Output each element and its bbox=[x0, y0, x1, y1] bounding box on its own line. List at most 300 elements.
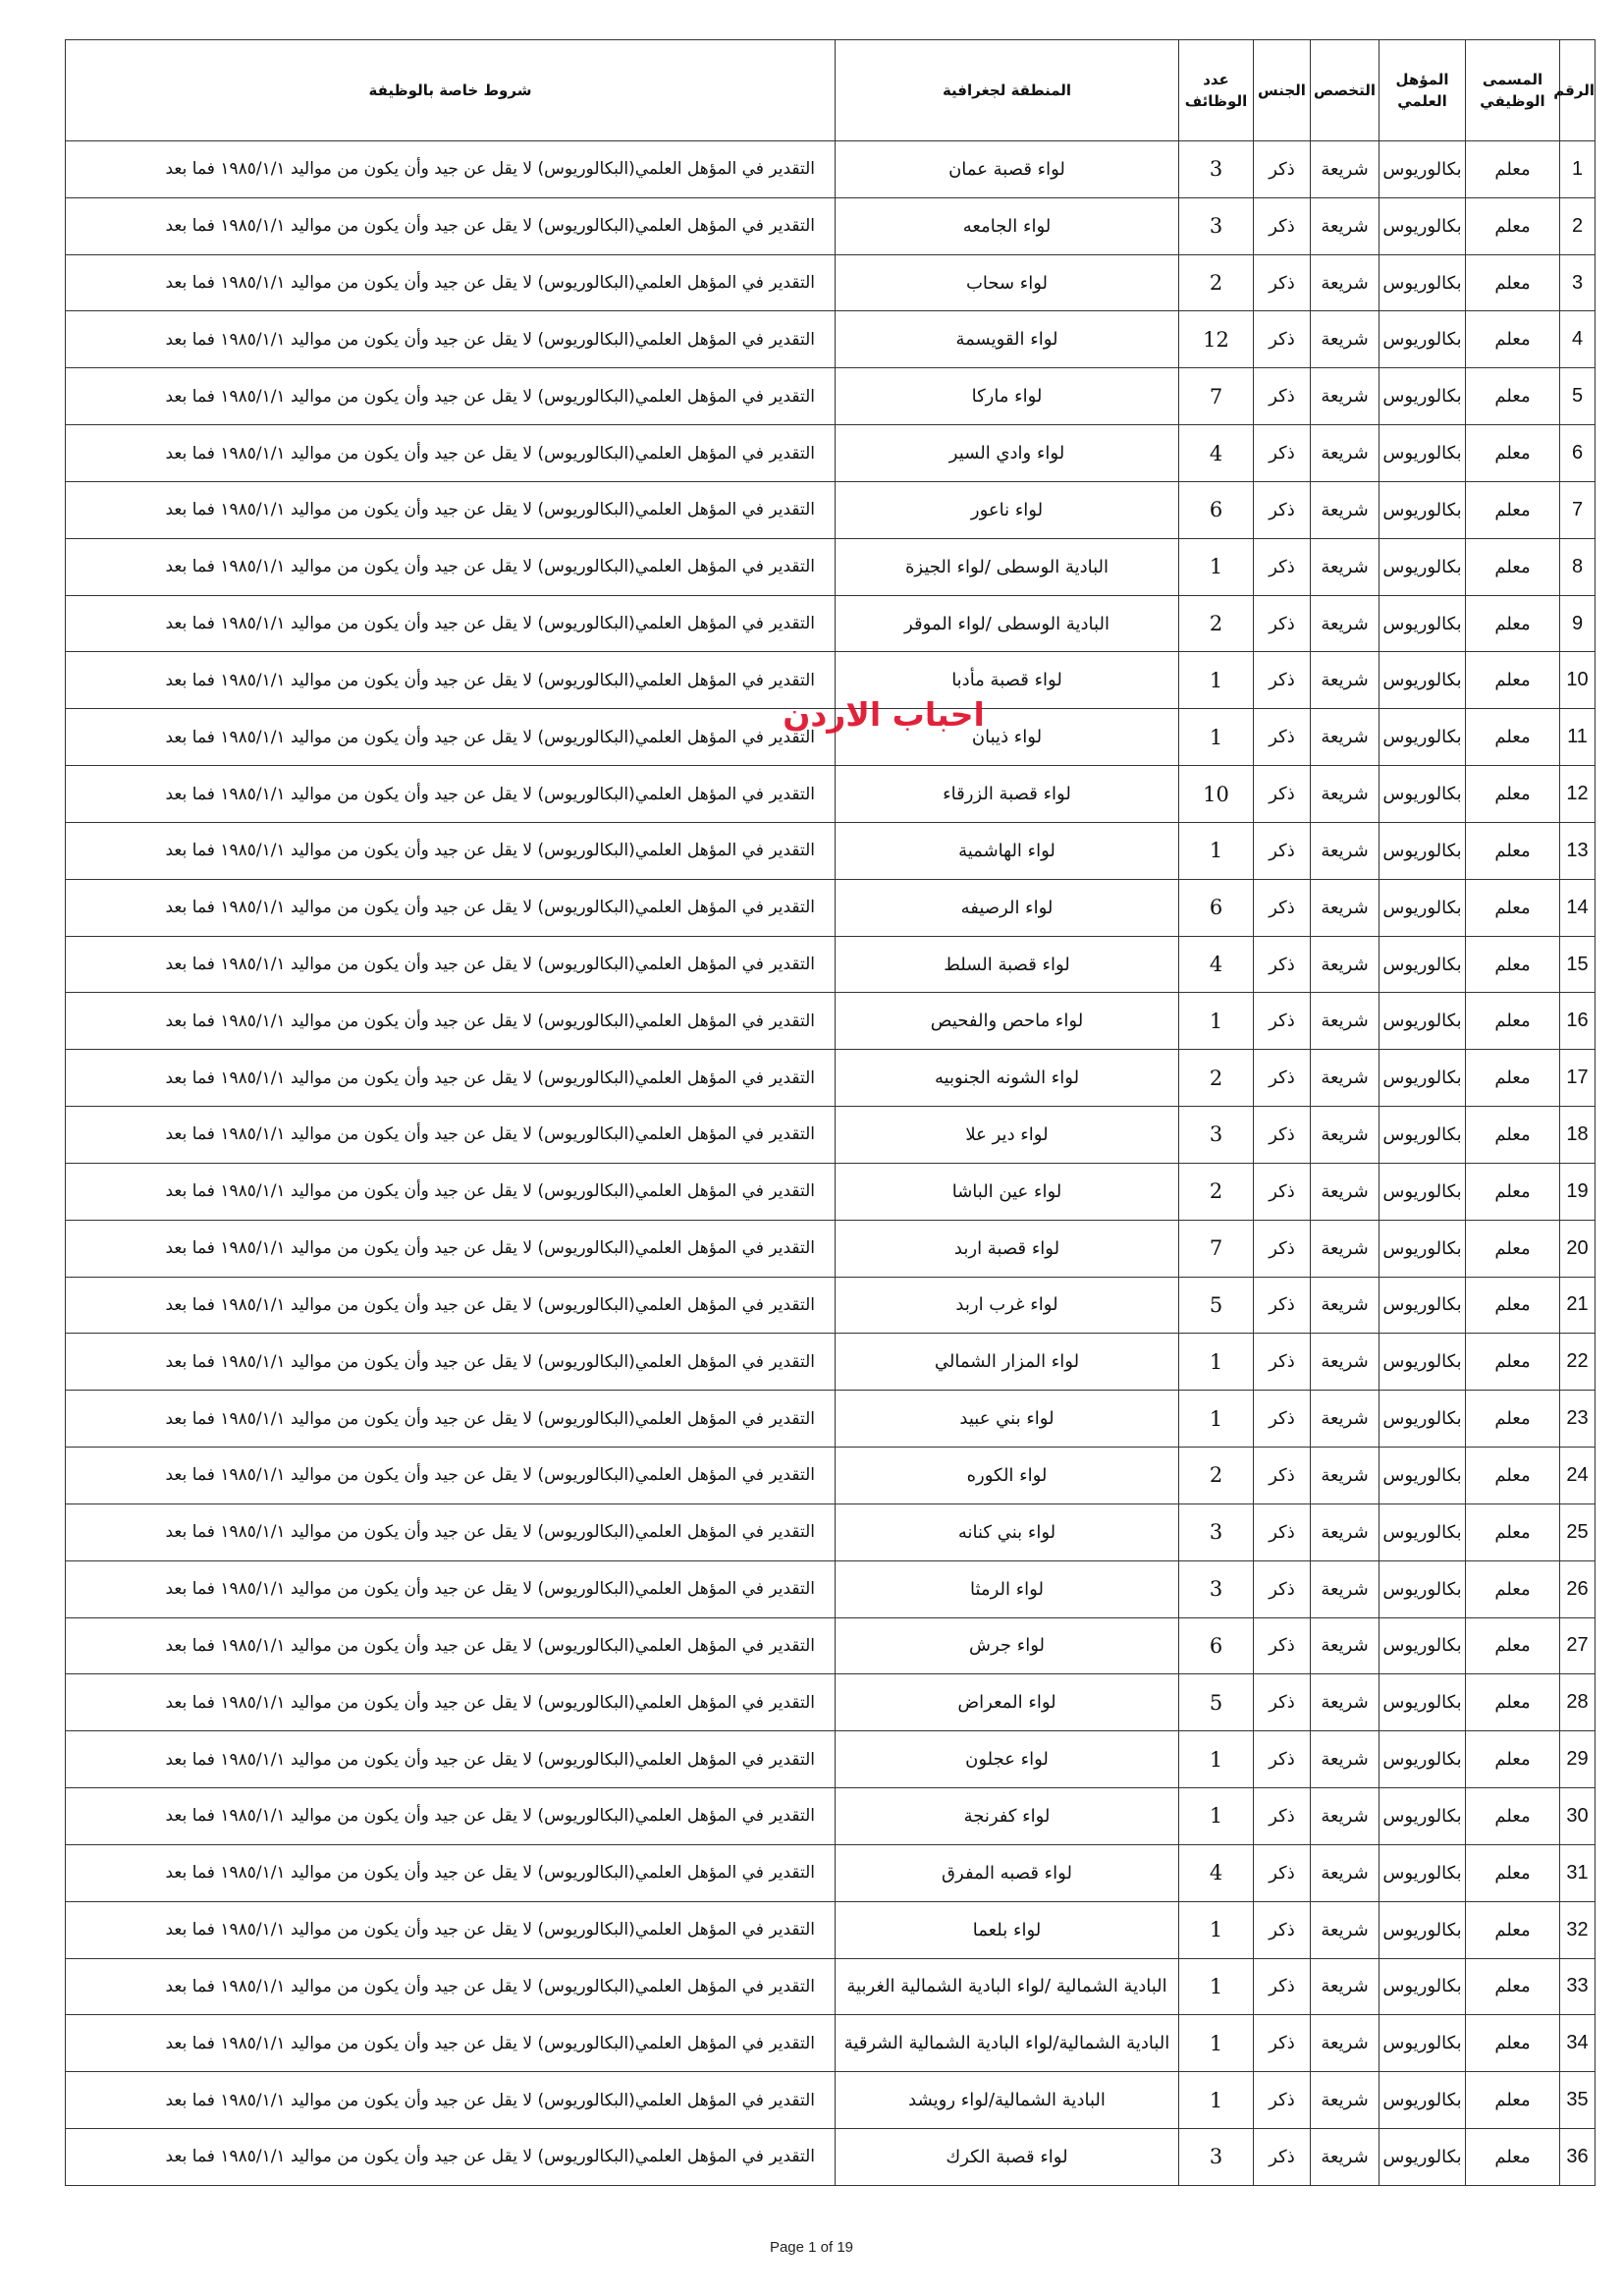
cell-job-title: معلم bbox=[1466, 254, 1560, 311]
table-header-row bbox=[66, 40, 1596, 141]
cell-qualification: بكالوريوس bbox=[1380, 1050, 1466, 1107]
cell-qualification: بكالوريوس bbox=[1380, 595, 1466, 652]
cell-qualification: بكالوريوس bbox=[1380, 709, 1466, 766]
cell-job-title: معلم bbox=[1466, 1958, 1560, 2015]
cell-conditions: التقدير في المؤهل العلمي(البكالوريوس) لا يقل عن جيد وأن يكون من مواليد ١٩٨٥/١/١ فما بعد bbox=[66, 1617, 836, 1674]
table-row bbox=[66, 1503, 1596, 1560]
cell-gender: ذكر bbox=[1254, 1674, 1311, 1731]
cell-row-number: 34 bbox=[1560, 2015, 1596, 2072]
cell-specialization: شريعة bbox=[1311, 1788, 1380, 1845]
cell-qualification: بكالوريوس bbox=[1380, 822, 1466, 879]
cell-job-title: معلم bbox=[1466, 1391, 1560, 1448]
cell-qualification: بكالوريوس bbox=[1380, 652, 1466, 709]
cell-row-number: 12 bbox=[1560, 766, 1596, 823]
cell-region: لواء الرصيفه bbox=[836, 879, 1179, 936]
cell-row-number: 17 bbox=[1560, 1050, 1596, 1107]
cell-region: البادية الشمالية/لواء البادية الشمالية الشرقية bbox=[836, 2015, 1179, 2072]
cell-job-title: معلم bbox=[1466, 1220, 1560, 1277]
cell-region: لواء القويسمة bbox=[836, 311, 1179, 368]
cell-specialization: شريعة bbox=[1311, 936, 1380, 993]
jobs-table bbox=[65, 39, 1596, 2186]
cell-specialization: شريعة bbox=[1311, 595, 1380, 652]
table-row bbox=[66, 197, 1596, 254]
cell-region: لواء عجلون bbox=[836, 1731, 1179, 1788]
cell-qualification: بكالوريوس bbox=[1380, 1334, 1466, 1391]
cell-job-count: 2 bbox=[1179, 1050, 1254, 1107]
cell-conditions: التقدير في المؤهل العلمي(البكالوريوس) لا يقل عن جيد وأن يكون من مواليد ١٩٨٥/١/١ فما بعد bbox=[66, 652, 836, 709]
cell-region: لواء قصبة اربد bbox=[836, 1220, 1179, 1277]
cell-job-title: معلم bbox=[1466, 1560, 1560, 1617]
table-row bbox=[66, 936, 1596, 993]
header-qualification: المؤهل العلمي bbox=[1380, 40, 1466, 141]
cell-specialization: شريعة bbox=[1311, 1107, 1380, 1164]
cell-row-number: 31 bbox=[1560, 1844, 1596, 1901]
cell-row-number: 36 bbox=[1560, 2128, 1596, 2185]
header-region: المنطقة لجغرافية bbox=[836, 40, 1179, 141]
table-row bbox=[66, 2128, 1596, 2185]
cell-job-title: معلم bbox=[1466, 197, 1560, 254]
table-row bbox=[66, 538, 1596, 595]
cell-job-title: معلم bbox=[1466, 595, 1560, 652]
table-row bbox=[66, 993, 1596, 1050]
cell-specialization: شريعة bbox=[1311, 311, 1380, 368]
cell-qualification: بكالوريوس bbox=[1380, 1560, 1466, 1617]
cell-specialization: شريعة bbox=[1311, 1674, 1380, 1731]
table-row bbox=[66, 879, 1596, 936]
cell-row-number: 29 bbox=[1560, 1731, 1596, 1788]
cell-specialization: شريعة bbox=[1311, 652, 1380, 709]
cell-job-title: معلم bbox=[1466, 1334, 1560, 1391]
cell-qualification: بكالوريوس bbox=[1380, 1731, 1466, 1788]
cell-qualification: بكالوريوس bbox=[1380, 1788, 1466, 1845]
cell-specialization: شريعة bbox=[1311, 481, 1380, 538]
cell-job-count: 12 bbox=[1179, 311, 1254, 368]
cell-gender: ذكر bbox=[1254, 1163, 1311, 1220]
cell-row-number: 32 bbox=[1560, 1901, 1596, 1958]
cell-row-number: 33 bbox=[1560, 1958, 1596, 2015]
cell-job-count: 1 bbox=[1179, 822, 1254, 879]
table-row bbox=[66, 1277, 1596, 1334]
cell-row-number: 27 bbox=[1560, 1617, 1596, 1674]
cell-qualification: بكالوريوس bbox=[1380, 1617, 1466, 1674]
cell-job-title: معلم bbox=[1466, 1163, 1560, 1220]
cell-job-title: معلم bbox=[1466, 993, 1560, 1050]
cell-job-count: 4 bbox=[1179, 425, 1254, 482]
cell-job-title: معلم bbox=[1466, 1674, 1560, 1731]
cell-conditions: التقدير في المؤهل العلمي(البكالوريوس) لا يقل عن جيد وأن يكون من مواليد ١٩٨٥/١/١ فما بعد bbox=[66, 1050, 836, 1107]
cell-conditions: التقدير في المؤهل العلمي(البكالوريوس) لا يقل عن جيد وأن يكون من مواليد ١٩٨٥/١/١ فما بعد bbox=[66, 2015, 836, 2072]
table-row bbox=[66, 1560, 1596, 1617]
cell-job-count: 3 bbox=[1179, 1560, 1254, 1617]
table-row bbox=[66, 1617, 1596, 1674]
cell-job-count: 5 bbox=[1179, 1674, 1254, 1731]
cell-conditions: التقدير في المؤهل العلمي(البكالوريوس) لا يقل عن جيد وأن يكون من مواليد ١٩٨٥/١/١ فما بعد bbox=[66, 1107, 836, 1164]
table-row bbox=[66, 1163, 1596, 1220]
cell-job-count: 7 bbox=[1179, 368, 1254, 425]
cell-job-count: 10 bbox=[1179, 766, 1254, 823]
cell-gender: ذكر bbox=[1254, 822, 1311, 879]
cell-region: لواء قصبة الكرك bbox=[836, 2128, 1179, 2185]
cell-specialization: شريعة bbox=[1311, 879, 1380, 936]
cell-job-title: معلم bbox=[1466, 879, 1560, 936]
cell-job-count: 3 bbox=[1179, 1107, 1254, 1164]
cell-job-title: معلم bbox=[1466, 652, 1560, 709]
cell-specialization: شريعة bbox=[1311, 766, 1380, 823]
cell-row-number: 28 bbox=[1560, 1674, 1596, 1731]
cell-specialization: شريعة bbox=[1311, 1277, 1380, 1334]
cell-region: لواء دير علا bbox=[836, 1107, 1179, 1164]
cell-specialization: شريعة bbox=[1311, 1503, 1380, 1560]
header-gender: الجنس bbox=[1254, 40, 1311, 141]
watermark-text: احباب الاردن bbox=[783, 695, 985, 734]
cell-job-count: 2 bbox=[1179, 1163, 1254, 1220]
cell-gender: ذكر bbox=[1254, 1560, 1311, 1617]
cell-job-title: معلم bbox=[1466, 709, 1560, 766]
cell-gender: ذكر bbox=[1254, 197, 1311, 254]
cell-row-number: 1 bbox=[1560, 141, 1596, 198]
cell-conditions: التقدير في المؤهل العلمي(البكالوريوس) لا يقل عن جيد وأن يكون من مواليد ١٩٨٥/١/١ فما بعد bbox=[66, 197, 836, 254]
header-job-title: المسمى الوظيفي bbox=[1466, 40, 1560, 141]
header-job-count: عدد الوظائف bbox=[1179, 40, 1254, 141]
cell-qualification: بكالوريوس bbox=[1380, 1958, 1466, 2015]
table-row bbox=[66, 1674, 1596, 1731]
table-row bbox=[66, 254, 1596, 311]
cell-conditions: التقدير في المؤهل العلمي(البكالوريوس) لا يقل عن جيد وأن يكون من مواليد ١٩٨٥/١/١ فما بعد bbox=[66, 766, 836, 823]
cell-specialization: شريعة bbox=[1311, 1560, 1380, 1617]
cell-job-title: معلم bbox=[1466, 766, 1560, 823]
cell-row-number: 10 bbox=[1560, 652, 1596, 709]
table-row bbox=[66, 1107, 1596, 1164]
cell-job-count: 1 bbox=[1179, 2072, 1254, 2129]
cell-job-title: معلم bbox=[1466, 2015, 1560, 2072]
cell-row-number: 21 bbox=[1560, 1277, 1596, 1334]
cell-job-count: 6 bbox=[1179, 1617, 1254, 1674]
cell-specialization: شريعة bbox=[1311, 2072, 1380, 2129]
cell-row-number: 3 bbox=[1560, 254, 1596, 311]
cell-conditions: التقدير في المؤهل العلمي(البكالوريوس) لا يقل عن جيد وأن يكون من مواليد ١٩٨٥/١/١ فما بعد bbox=[66, 595, 836, 652]
cell-job-title: معلم bbox=[1466, 1448, 1560, 1504]
table-row bbox=[66, 2015, 1596, 2072]
table-row bbox=[66, 1050, 1596, 1107]
cell-job-count: 3 bbox=[1179, 1503, 1254, 1560]
cell-row-number: 25 bbox=[1560, 1503, 1596, 1560]
cell-region: لواء ماحص والفحيص bbox=[836, 993, 1179, 1050]
cell-job-count: 2 bbox=[1179, 595, 1254, 652]
cell-conditions: التقدير في المؤهل العلمي(البكالوريوس) لا يقل عن جيد وأن يكون من مواليد ١٩٨٥/١/١ فما بعد bbox=[66, 1220, 836, 1277]
cell-row-number: 13 bbox=[1560, 822, 1596, 879]
cell-specialization: شريعة bbox=[1311, 368, 1380, 425]
cell-job-count: 1 bbox=[1179, 993, 1254, 1050]
table-row bbox=[66, 1220, 1596, 1277]
cell-conditions: التقدير في المؤهل العلمي(البكالوريوس) لا يقل عن جيد وأن يكون من مواليد ١٩٨٥/١/١ فما بعد bbox=[66, 1503, 836, 1560]
cell-row-number: 2 bbox=[1560, 197, 1596, 254]
cell-specialization: شريعة bbox=[1311, 2015, 1380, 2072]
cell-conditions: التقدير في المؤهل العلمي(البكالوريوس) لا يقل عن جيد وأن يكون من مواليد ١٩٨٥/١/١ فما بعد bbox=[66, 2128, 836, 2185]
cell-row-number: 20 bbox=[1560, 1220, 1596, 1277]
cell-job-count: 1 bbox=[1179, 1788, 1254, 1845]
cell-specialization: شريعة bbox=[1311, 1617, 1380, 1674]
cell-job-count: 1 bbox=[1179, 538, 1254, 595]
cell-region: البادية الشمالية /لواء البادية الشمالية الغربية bbox=[836, 1958, 1179, 2015]
cell-conditions: التقدير في المؤهل العلمي(البكالوريوس) لا يقل عن جيد وأن يكون من مواليد ١٩٨٥/١/١ فما بعد bbox=[66, 1788, 836, 1845]
cell-region: لواء سحاب bbox=[836, 254, 1179, 311]
cell-conditions: التقدير في المؤهل العلمي(البكالوريوس) لا يقل عن جيد وأن يكون من مواليد ١٩٨٥/١/١ فما بعد bbox=[66, 2072, 836, 2129]
cell-job-count: 2 bbox=[1179, 254, 1254, 311]
cell-qualification: بكالوريوس bbox=[1380, 766, 1466, 823]
cell-row-number: 4 bbox=[1560, 311, 1596, 368]
cell-row-number: 6 bbox=[1560, 425, 1596, 482]
cell-region: لواء بلعما bbox=[836, 1901, 1179, 1958]
cell-row-number: 23 bbox=[1560, 1391, 1596, 1448]
cell-conditions: التقدير في المؤهل العلمي(البكالوريوس) لا يقل عن جيد وأن يكون من مواليد ١٩٨٥/١/١ فما بعد bbox=[66, 1163, 836, 1220]
cell-gender: ذكر bbox=[1254, 538, 1311, 595]
cell-row-number: 8 bbox=[1560, 538, 1596, 595]
table-row bbox=[66, 368, 1596, 425]
cell-region: لواء الشونه الجنوبيه bbox=[836, 1050, 1179, 1107]
cell-row-number: 26 bbox=[1560, 1560, 1596, 1617]
cell-conditions: التقدير في المؤهل العلمي(البكالوريوس) لا يقل عن جيد وأن يكون من مواليد ١٩٨٥/١/١ فما بعد bbox=[66, 254, 836, 311]
cell-region: لواء المزار الشمالي bbox=[836, 1334, 1179, 1391]
cell-gender: ذكر bbox=[1254, 1788, 1311, 1845]
cell-conditions: التقدير في المؤهل العلمي(البكالوريوس) لا يقل عن جيد وأن يكون من مواليد ١٩٨٥/١/١ فما بعد bbox=[66, 425, 836, 482]
cell-gender: ذكر bbox=[1254, 1107, 1311, 1164]
cell-row-number: 18 bbox=[1560, 1107, 1596, 1164]
cell-conditions: التقدير في المؤهل العلمي(البكالوريوس) لا يقل عن جيد وأن يكون من مواليد ١٩٨٥/١/١ فما بعد bbox=[66, 1731, 836, 1788]
cell-job-title: معلم bbox=[1466, 141, 1560, 198]
cell-region: لواء قصبة عمان bbox=[836, 141, 1179, 198]
cell-specialization: شريعة bbox=[1311, 1844, 1380, 1901]
cell-specialization: شريعة bbox=[1311, 254, 1380, 311]
cell-region: لواء قصبة الزرقاء bbox=[836, 766, 1179, 823]
cell-gender: ذكر bbox=[1254, 368, 1311, 425]
cell-job-title: معلم bbox=[1466, 1617, 1560, 1674]
cell-specialization: شريعة bbox=[1311, 993, 1380, 1050]
cell-qualification: بكالوريوس bbox=[1380, 1503, 1466, 1560]
cell-job-count: 3 bbox=[1179, 2128, 1254, 2185]
cell-region: البادية الوسطى /لواء الموقر bbox=[836, 595, 1179, 652]
cell-job-title: معلم bbox=[1466, 311, 1560, 368]
cell-specialization: شريعة bbox=[1311, 538, 1380, 595]
cell-conditions: التقدير في المؤهل العلمي(البكالوريوس) لا يقل عن جيد وأن يكون من مواليد ١٩٨٥/١/١ فما بعد bbox=[66, 1844, 836, 1901]
cell-specialization: شريعة bbox=[1311, 2128, 1380, 2185]
cell-conditions: التقدير في المؤهل العلمي(البكالوريوس) لا يقل عن جيد وأن يكون من مواليد ١٩٨٥/١/١ فما بعد bbox=[66, 709, 836, 766]
cell-job-count: 3 bbox=[1179, 141, 1254, 198]
cell-gender: ذكر bbox=[1254, 1277, 1311, 1334]
cell-job-count: 1 bbox=[1179, 1731, 1254, 1788]
cell-region: لواء ناعور bbox=[836, 481, 1179, 538]
header-specialization: التخصص bbox=[1311, 40, 1380, 141]
cell-conditions: التقدير في المؤهل العلمي(البكالوريوس) لا يقل عن جيد وأن يكون من مواليد ١٩٨٥/١/١ فما بعد bbox=[66, 936, 836, 993]
cell-gender: ذكر bbox=[1254, 1901, 1311, 1958]
cell-job-count: 3 bbox=[1179, 197, 1254, 254]
cell-conditions: التقدير في المؤهل العلمي(البكالوريوس) لا يقل عن جيد وأن يكون من مواليد ١٩٨٥/١/١ فما بعد bbox=[66, 1560, 836, 1617]
cell-specialization: شريعة bbox=[1311, 1958, 1380, 2015]
cell-row-number: 14 bbox=[1560, 879, 1596, 936]
cell-job-title: معلم bbox=[1466, 538, 1560, 595]
cell-job-count: 6 bbox=[1179, 879, 1254, 936]
cell-qualification: بكالوريوس bbox=[1380, 481, 1466, 538]
cell-region: لواء بني عبيد bbox=[836, 1391, 1179, 1448]
cell-qualification: بكالوريوس bbox=[1380, 1391, 1466, 1448]
cell-gender: ذكر bbox=[1254, 1448, 1311, 1504]
table-row bbox=[66, 1448, 1596, 1504]
cell-qualification: بكالوريوس bbox=[1380, 368, 1466, 425]
cell-row-number: 30 bbox=[1560, 1788, 1596, 1845]
cell-qualification: بكالوريوس bbox=[1380, 1107, 1466, 1164]
cell-specialization: شريعة bbox=[1311, 1220, 1380, 1277]
cell-gender: ذكر bbox=[1254, 766, 1311, 823]
cell-qualification: بكالوريوس bbox=[1380, 2015, 1466, 2072]
cell-job-title: معلم bbox=[1466, 822, 1560, 879]
cell-qualification: بكالوريوس bbox=[1380, 1844, 1466, 1901]
table-row bbox=[66, 1334, 1596, 1391]
cell-job-title: معلم bbox=[1466, 1107, 1560, 1164]
cell-row-number: 16 bbox=[1560, 993, 1596, 1050]
header-no: الرقم bbox=[1560, 40, 1596, 141]
cell-qualification: بكالوريوس bbox=[1380, 936, 1466, 993]
cell-job-title: معلم bbox=[1466, 1788, 1560, 1845]
cell-region: لواء الجامعه bbox=[836, 197, 1179, 254]
cell-job-count: 6 bbox=[1179, 481, 1254, 538]
cell-conditions: التقدير في المؤهل العلمي(البكالوريوس) لا يقل عن جيد وأن يكون من مواليد ١٩٨٥/١/١ فما بعد bbox=[66, 993, 836, 1050]
cell-region: لواء وادي السير bbox=[836, 425, 1179, 482]
cell-gender: ذكر bbox=[1254, 993, 1311, 1050]
cell-region: البادية الوسطى /لواء الجيزة bbox=[836, 538, 1179, 595]
cell-job-title: معلم bbox=[1466, 1050, 1560, 1107]
cell-job-title: معلم bbox=[1466, 1277, 1560, 1334]
cell-qualification: بكالوريوس bbox=[1380, 993, 1466, 1050]
cell-job-title: معلم bbox=[1466, 936, 1560, 993]
table-row bbox=[66, 1391, 1596, 1448]
cell-region: لواء قصبه المفرق bbox=[836, 1844, 1179, 1901]
cell-region: لواء الرمثا bbox=[836, 1560, 1179, 1617]
cell-gender: ذكر bbox=[1254, 2128, 1311, 2185]
cell-gender: ذكر bbox=[1254, 1731, 1311, 1788]
cell-row-number: 22 bbox=[1560, 1334, 1596, 1391]
table-row bbox=[66, 1958, 1596, 2015]
cell-region: لواء غرب اربد bbox=[836, 1277, 1179, 1334]
cell-qualification: بكالوريوس bbox=[1380, 1163, 1466, 1220]
table-row bbox=[66, 595, 1596, 652]
cell-conditions: التقدير في المؤهل العلمي(البكالوريوس) لا يقل عن جيد وأن يكون من مواليد ١٩٨٥/١/١ فما بعد bbox=[66, 481, 836, 538]
cell-region: لواء عين الباشا bbox=[836, 1163, 1179, 1220]
cell-row-number: 19 bbox=[1560, 1163, 1596, 1220]
cell-specialization: شريعة bbox=[1311, 1050, 1380, 1107]
cell-qualification: بكالوريوس bbox=[1380, 1277, 1466, 1334]
cell-gender: ذكر bbox=[1254, 595, 1311, 652]
cell-qualification: بكالوريوس bbox=[1380, 2128, 1466, 2185]
cell-specialization: شريعة bbox=[1311, 709, 1380, 766]
cell-gender: ذكر bbox=[1254, 2072, 1311, 2129]
table-row bbox=[66, 141, 1596, 198]
cell-gender: ذكر bbox=[1254, 2015, 1311, 2072]
cell-gender: ذكر bbox=[1254, 652, 1311, 709]
cell-job-count: 7 bbox=[1179, 1220, 1254, 1277]
cell-region: لواء قصبة مأدبا bbox=[836, 652, 1179, 709]
cell-job-count: 1 bbox=[1179, 652, 1254, 709]
cell-job-title: معلم bbox=[1466, 481, 1560, 538]
cell-conditions: التقدير في المؤهل العلمي(البكالوريوس) لا يقل عن جيد وأن يكون من مواليد ١٩٨٥/١/١ فما بعد bbox=[66, 1277, 836, 1334]
cell-job-title: معلم bbox=[1466, 1731, 1560, 1788]
cell-qualification: بكالوريوس bbox=[1380, 2072, 1466, 2129]
page-footer: Page 1 of 19 bbox=[769, 2239, 854, 2256]
cell-conditions: التقدير في المؤهل العلمي(البكالوريوس) لا يقل عن جيد وأن يكون من مواليد ١٩٨٥/١/١ فما بعد bbox=[66, 1391, 836, 1448]
cell-job-count: 2 bbox=[1179, 1448, 1254, 1504]
cell-job-count: 1 bbox=[1179, 1901, 1254, 1958]
cell-gender: ذكر bbox=[1254, 481, 1311, 538]
cell-gender: ذكر bbox=[1254, 879, 1311, 936]
cell-conditions: التقدير في المؤهل العلمي(البكالوريوس) لا يقل عن جيد وأن يكون من مواليد ١٩٨٥/١/١ فما بعد bbox=[66, 311, 836, 368]
cell-conditions: التقدير في المؤهل العلمي(البكالوريوس) لا يقل عن جيد وأن يكون من مواليد ١٩٨٥/١/١ فما بعد bbox=[66, 822, 836, 879]
cell-job-title: معلم bbox=[1466, 368, 1560, 425]
cell-qualification: بكالوريوس bbox=[1380, 1674, 1466, 1731]
cell-gender: ذكر bbox=[1254, 1220, 1311, 1277]
cell-gender: ذكر bbox=[1254, 254, 1311, 311]
cell-gender: ذكر bbox=[1254, 425, 1311, 482]
cell-job-title: معلم bbox=[1466, 425, 1560, 482]
table-row bbox=[66, 1731, 1596, 1788]
cell-conditions: التقدير في المؤهل العلمي(البكالوريوس) لا يقل عن جيد وأن يكون من مواليد ١٩٨٥/١/١ فما بعد bbox=[66, 1958, 836, 2015]
cell-specialization: شريعة bbox=[1311, 1391, 1380, 1448]
cell-qualification: بكالوريوس bbox=[1380, 141, 1466, 198]
cell-conditions: التقدير في المؤهل العلمي(البكالوريوس) لا يقل عن جيد وأن يكون من مواليد ١٩٨٥/١/١ فما بعد bbox=[66, 1334, 836, 1391]
cell-gender: ذكر bbox=[1254, 1334, 1311, 1391]
cell-conditions: التقدير في المؤهل العلمي(البكالوريوس) لا يقل عن جيد وأن يكون من مواليد ١٩٨٥/١/١ فما بعد bbox=[66, 1674, 836, 1731]
cell-row-number: 5 bbox=[1560, 368, 1596, 425]
cell-job-title: معلم bbox=[1466, 1503, 1560, 1560]
table-row bbox=[66, 1901, 1596, 1958]
cell-job-count: 1 bbox=[1179, 1391, 1254, 1448]
cell-gender: ذكر bbox=[1254, 1391, 1311, 1448]
cell-job-count: 1 bbox=[1179, 709, 1254, 766]
cell-qualification: بكالوريوس bbox=[1380, 1901, 1466, 1958]
cell-specialization: شريعة bbox=[1311, 1901, 1380, 1958]
cell-gender: ذكر bbox=[1254, 1503, 1311, 1560]
cell-specialization: شريعة bbox=[1311, 822, 1380, 879]
cell-specialization: شريعة bbox=[1311, 1731, 1380, 1788]
table-row bbox=[66, 2072, 1596, 2129]
cell-conditions: التقدير في المؤهل العلمي(البكالوريوس) لا يقل عن جيد وأن يكون من مواليد ١٩٨٥/١/١ فما بعد bbox=[66, 368, 836, 425]
cell-region: لواء الهاشمية bbox=[836, 822, 1179, 879]
cell-qualification: بكالوريوس bbox=[1380, 197, 1466, 254]
table-row bbox=[66, 425, 1596, 482]
cell-conditions: التقدير في المؤهل العلمي(البكالوريوس) لا يقل عن جيد وأن يكون من مواليد ١٩٨٥/١/١ فما بعد bbox=[66, 1901, 836, 1958]
cell-region: لواء المعراض bbox=[836, 1674, 1179, 1731]
header-conditions: شروط خاصة بالوظيفة bbox=[66, 40, 836, 141]
cell-row-number: 35 bbox=[1560, 2072, 1596, 2129]
cell-region: البادية الشمالية/لواء رويشد bbox=[836, 2072, 1179, 2129]
cell-job-title: معلم bbox=[1466, 2072, 1560, 2129]
cell-job-count: 5 bbox=[1179, 1277, 1254, 1334]
cell-row-number: 15 bbox=[1560, 936, 1596, 993]
table-row bbox=[66, 822, 1596, 879]
cell-gender: ذكر bbox=[1254, 1050, 1311, 1107]
cell-row-number: 9 bbox=[1560, 595, 1596, 652]
cell-gender: ذكر bbox=[1254, 1958, 1311, 2015]
cell-specialization: شريعة bbox=[1311, 1334, 1380, 1391]
cell-job-count: 4 bbox=[1179, 936, 1254, 993]
table-row bbox=[66, 766, 1596, 823]
cell-region: لواء قصبة السلط bbox=[836, 936, 1179, 993]
cell-job-count: 4 bbox=[1179, 1844, 1254, 1901]
cell-conditions: التقدير في المؤهل العلمي(البكالوريوس) لا يقل عن جيد وأن يكون من مواليد ١٩٨٥/١/١ فما بعد bbox=[66, 141, 836, 198]
cell-qualification: بكالوريوس bbox=[1380, 1220, 1466, 1277]
table-row bbox=[66, 1844, 1596, 1901]
cell-specialization: شريعة bbox=[1311, 1163, 1380, 1220]
cell-qualification: بكالوريوس bbox=[1380, 1448, 1466, 1504]
cell-gender: ذكر bbox=[1254, 936, 1311, 993]
cell-job-title: معلم bbox=[1466, 1901, 1560, 1958]
